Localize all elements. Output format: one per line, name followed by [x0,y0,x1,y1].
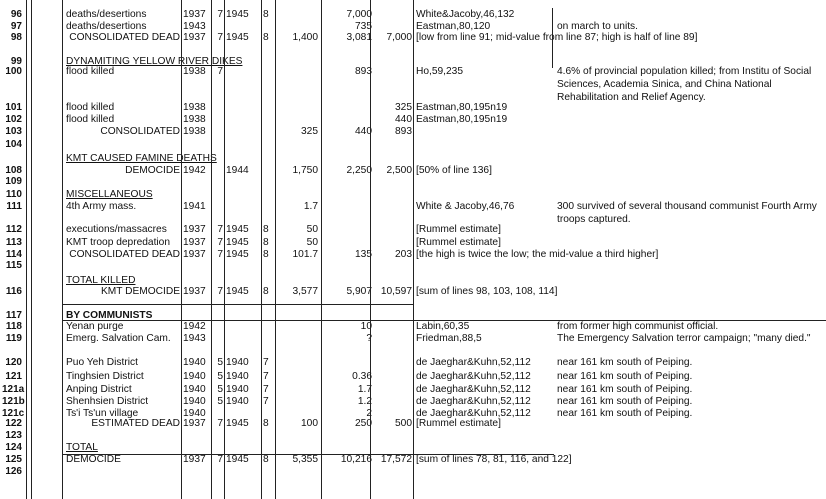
source-reference: Ho,59,235 [416,66,464,77]
start-year: 1940 [183,396,206,407]
row-label: MISCELLANEOUS [66,189,153,200]
mid-estimate: 0.36 [352,371,372,382]
start-month: 7 [217,418,223,429]
end-month: 7 [263,371,269,382]
start-year: 1937 [183,249,206,260]
row-note: on march to units. [557,21,638,32]
source-reference: Friedman,88,5 [416,333,482,344]
row-label: Puo Yeh District [66,357,138,368]
source-reference: de Jaeghar&Kuhn,52,112 [416,371,531,382]
row-note: near 161 km south of Peiping. [557,408,693,419]
mid-estimate: 5,907 [346,286,372,297]
high-estimate: 325 [395,102,412,113]
line-number: 96 [10,9,22,20]
source-reference: de Jaeghar&Kuhn,52,112 [416,396,531,407]
line-number: 126 [5,466,22,477]
line-number: 120 [5,357,22,368]
line-number: 110 [5,189,22,200]
start-year: 1941 [183,201,206,212]
mid-estimate: 1.7 [357,384,372,395]
end-month: 7 [263,396,269,407]
start-year: 1937 [183,286,206,297]
row-label: BY COMMUNISTS [66,310,153,321]
start-month: 7 [217,32,223,43]
source-reference: Eastman,80,195n19 [416,114,508,125]
rule-before-high [370,0,371,499]
start-month: 7 [217,9,223,20]
line-number: 103 [5,126,22,137]
high-estimate: 440 [395,114,412,125]
end-year: 1945 [226,32,249,43]
rule-by-communists [62,320,826,321]
line-number: 99 [10,56,22,67]
source-reference: Labin,60,35 [416,321,470,332]
row-label: Anping District [66,384,132,395]
row-label: CONSOLIDATED DEAD [69,32,180,43]
start-month: 5 [217,357,223,368]
end-month: 8 [263,224,269,235]
rule-after-line-number [26,0,27,499]
mid-estimate: 1.2 [357,396,372,407]
start-year: 1940 [183,357,206,368]
row-note: 4.6% of provincial population killed; from Institu of Social Sciences, Academia Sinica, and China National Rehabilitation and Relief Agency. [557,66,812,103]
line-number: 119 [5,333,22,344]
row-label: KMT troop depredation [66,237,171,248]
line-number: 104 [5,139,22,150]
line-number: 108 [5,165,22,176]
end-year: 1945 [226,9,249,20]
start-year: 1937 [183,237,206,248]
start-month: 7 [217,249,223,260]
rule-before-end-year [224,0,225,499]
row-label: deaths/desertions [66,9,147,20]
line-number: 116 [5,286,22,297]
start-month: 7 [217,454,223,465]
line-number: 109 [5,176,22,187]
line-number: 113 [5,237,22,248]
line-number: 114 [5,249,22,260]
low-estimate: 101.7 [292,249,318,260]
end-month: 8 [263,418,269,429]
end-year: 1945 [226,237,249,248]
rule-before-label [62,0,63,499]
line-number: 111 [6,201,22,212]
end-year: 1945 [226,286,249,297]
high-estimate: 10,597 [380,286,412,297]
row-note: near 161 km south of Peiping. [557,357,693,368]
rule-before-source [413,0,414,499]
row-label: KMT CAUSED FAMINE DEATHS [66,153,217,164]
rule-total-killed [62,304,413,305]
start-month: 7 [217,66,223,77]
start-year: 1938 [183,66,206,77]
source-reference: [sum of lines 98, 103, 108, 114] [416,286,558,297]
row-label: TOTAL [66,442,98,453]
source-reference: [low from line 91; mid-value from line 87; high is half of line 89] [416,32,698,43]
high-estimate: 7,000 [386,32,412,43]
start-month: 7 [217,224,223,235]
row-label: TOTAL KILLED [66,275,136,286]
line-number: 102 [5,114,22,125]
line-number: 98 [10,32,22,43]
source-reference: [Rummel estimate] [416,237,501,248]
low-estimate: 325 [301,126,318,137]
end-year: 1945 [226,249,249,260]
line-number: 125 [5,454,22,465]
start-month: 5 [217,396,223,407]
row-label: deaths/desertions [66,21,147,32]
mid-estimate: 10,216 [340,454,372,465]
rule-before-mid [321,0,322,499]
high-estimate: 2,500 [386,165,412,176]
low-estimate: 50 [306,224,318,235]
end-month: 8 [263,32,269,43]
mid-estimate: 250 [355,418,372,429]
source-reference: de Jaeghar&Kuhn,52,112 [416,384,531,395]
row-label: DYNAMITING YELLOW RIVER DIKES [66,56,243,67]
start-year: 1937 [183,224,206,235]
row-label: KMT DEMOCIDE [100,286,180,297]
rule-left-gutter [31,0,32,499]
row-label: 4th Army mass. [66,201,137,212]
row-note: from former high communist official. [557,321,719,332]
end-year: 1940 [226,384,249,395]
start-year: 1938 [183,126,206,137]
start-year: 1940 [183,371,206,382]
rule-before-start-month [211,0,212,499]
end-month: 8 [263,454,269,465]
source-reference: [sum of lines 78, 81, 116, and 122] [416,454,572,465]
line-number: 118 [5,321,22,332]
high-estimate: 17,572 [380,454,412,465]
high-estimate: 893 [395,126,412,137]
low-estimate: 1,750 [292,165,318,176]
high-estimate: 500 [395,418,412,429]
end-year: 1945 [226,418,249,429]
mid-estimate: 2,250 [346,165,372,176]
row-label: flood killed [66,102,115,113]
mid-estimate: 10 [360,321,372,332]
source-reference: White&Jacoby,46,132 [416,9,515,20]
end-year: 1945 [226,454,249,465]
end-year: 1940 [226,357,249,368]
line-number: 117 [5,310,22,321]
end-year: 1940 [226,396,249,407]
start-month: 5 [217,384,223,395]
mid-estimate: 3,081 [346,32,372,43]
start-year: 1943 [183,21,206,32]
start-year: 1943 [183,333,206,344]
mid-estimate: 2 [366,408,372,419]
end-year: 1940 [226,371,249,382]
row-label: Emerg. Salvation Cam. [66,333,171,344]
start-year: 1938 [183,102,206,113]
row-note: near 161 km south of Peiping. [557,384,693,395]
row-label: Yenan purge [66,321,124,332]
line-number: 112 [5,224,22,235]
low-estimate: 5,355 [292,454,318,465]
mid-estimate: 135 [355,249,372,260]
line-number: 100 [5,66,22,77]
rule-before-low [275,0,276,499]
end-month: 8 [263,249,269,260]
start-year: 1937 [183,9,206,20]
end-month: 7 [263,357,269,368]
row-label: executions/massacres [66,224,167,235]
source-reference: [50% of line 136] [416,165,492,176]
start-year: 1937 [183,454,206,465]
line-number: 121 [5,371,22,382]
line-number: 121b [2,396,25,407]
rule-before-end-month [261,0,262,499]
end-year: 1945 [226,224,249,235]
mid-estimate: 893 [355,66,372,77]
mid-estimate: 7,000 [346,9,372,20]
row-label: Tinghsien District [66,371,144,382]
low-estimate: 1,400 [292,32,318,43]
source-reference: Eastman,80,195n19 [416,102,508,113]
row-label: Shenhsien District [66,396,149,407]
mid-estimate: 735 [355,21,372,32]
line-number: 121c [2,408,25,419]
row-note: near 161 km south of Peiping. [557,396,693,407]
source-reference: [Rummel estimate] [416,224,501,235]
start-month: 7 [217,237,223,248]
start-month: 7 [217,286,223,297]
source-reference: [Rummel estimate] [416,418,501,429]
start-year: 1942 [183,165,206,176]
rule-before-start-year [181,0,182,499]
end-year: 1944 [226,165,249,176]
mid-estimate: 440 [355,126,372,137]
row-label: flood killed [66,114,115,125]
start-year: 1942 [183,321,206,332]
high-estimate: 203 [395,249,412,260]
row-note: near 161 km south of Peiping. [557,371,693,382]
mid-estimate: ? [366,333,372,344]
row-label: CONSOLIDATED DEAD [69,249,180,260]
row-label: DEMOCIDE [125,165,180,176]
start-year: 1937 [183,32,206,43]
low-estimate: 50 [306,237,318,248]
start-year: 1940 [183,408,206,419]
end-month: 8 [263,9,269,20]
row-note: 300 survived of several thousand communist Fourth Army troops captured. [557,201,817,225]
row-label: CONSOLIDATED [100,126,180,137]
low-estimate: 1.7 [303,201,318,212]
start-year: 1937 [183,418,206,429]
low-estimate: 100 [301,418,318,429]
end-month: 8 [263,286,269,297]
source-reference: White & Jacoby,46,76 [416,201,515,212]
source-reference: de Jaeghar&Kuhn,52,112 [416,408,531,419]
row-label: flood killed [66,66,115,77]
rule-before-note [552,8,553,68]
row-label: DEMOCIDE [66,454,121,465]
low-estimate: 3,577 [292,286,318,297]
row-label: Ts'i Ts'un village [66,408,139,419]
line-number: 124 [5,442,22,453]
source-reference: Eastman,80,120 [416,21,491,32]
source-reference: [the high is twice the low; the mid-value a third higher] [416,249,659,260]
line-number: 123 [5,430,22,441]
row-label: ESTIMATED DEAD [91,418,180,429]
line-number: 122 [5,418,22,429]
line-number: 97 [10,21,22,32]
end-month: 8 [263,237,269,248]
start-year: 1938 [183,114,206,125]
start-year: 1940 [183,384,206,395]
line-number: 121a [2,384,25,395]
line-number: 115 [5,260,22,271]
line-number: 101 [5,102,22,113]
rule-total [62,454,554,455]
row-note: The Emergency Salvation terror campaign; "many died." [557,333,811,344]
source-reference: de Jaeghar&Kuhn,52,112 [416,357,531,368]
end-month: 7 [263,384,269,395]
start-month: 5 [217,371,223,382]
